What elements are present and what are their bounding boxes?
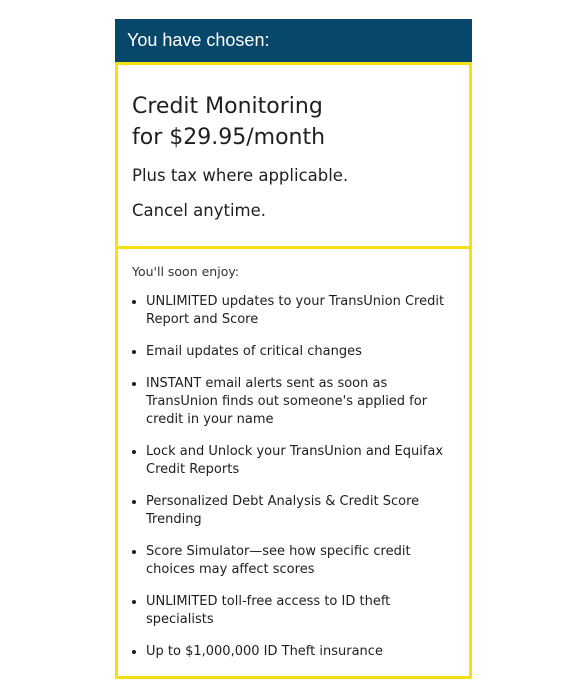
benefit-text: Up to $1,000,000 ID Theft insurance (146, 644, 383, 659)
benefits-box (115, 249, 472, 679)
benefit-item (132, 493, 455, 529)
benefit-text: INSTANT email alerts sent as soon as TransUnion finds out someone's applied for credit in your name (146, 376, 428, 427)
benefit-item (132, 443, 455, 479)
benefits-intro: You'll soon enjoy: (132, 264, 240, 279)
benefit-item (132, 643, 455, 661)
cancel-note: Cancel anytime. (132, 201, 266, 220)
bullet-icon (132, 650, 136, 654)
benefit-text: Score Simulator—see how specific credit choices may affect scores (146, 544, 411, 577)
bullet-icon (132, 600, 136, 604)
bullet-icon (132, 550, 136, 554)
benefit-text: Email updates of critical changes (146, 344, 362, 359)
bullet-icon (132, 300, 136, 304)
benefit-text: Lock and Unlock your TransUnion and Equifax Credit Reports (146, 444, 444, 477)
panel-header (115, 19, 472, 62)
plan-title (132, 91, 455, 153)
panel-header-title: You have chosen: (127, 30, 270, 50)
bullet-icon (132, 350, 136, 354)
benefit-item (132, 375, 455, 429)
benefit-text: Personalized Debt Analysis & Credit Score Trending (146, 494, 420, 527)
bullet-icon (132, 450, 136, 454)
benefit-item (132, 343, 455, 361)
benefit-text: UNLIMITED toll-free access to ID theft specialists (146, 594, 391, 627)
bullet-icon (132, 382, 136, 386)
benefits-list (132, 293, 455, 661)
benefit-text: UNLIMITED updates to your TransUnion Credit Report and Score (146, 294, 445, 327)
benefit-item (132, 293, 455, 329)
selected-plan-box (115, 62, 472, 249)
plan-title-line-2: for $29.95/month (132, 125, 326, 150)
plan-title-line-1: Credit Monitoring (132, 94, 323, 119)
benefit-item (132, 593, 455, 629)
bullet-icon (132, 500, 136, 504)
plan-summary-panel (115, 19, 472, 679)
tax-note: Plus tax where applicable. (132, 166, 349, 185)
benefit-item (132, 543, 455, 579)
